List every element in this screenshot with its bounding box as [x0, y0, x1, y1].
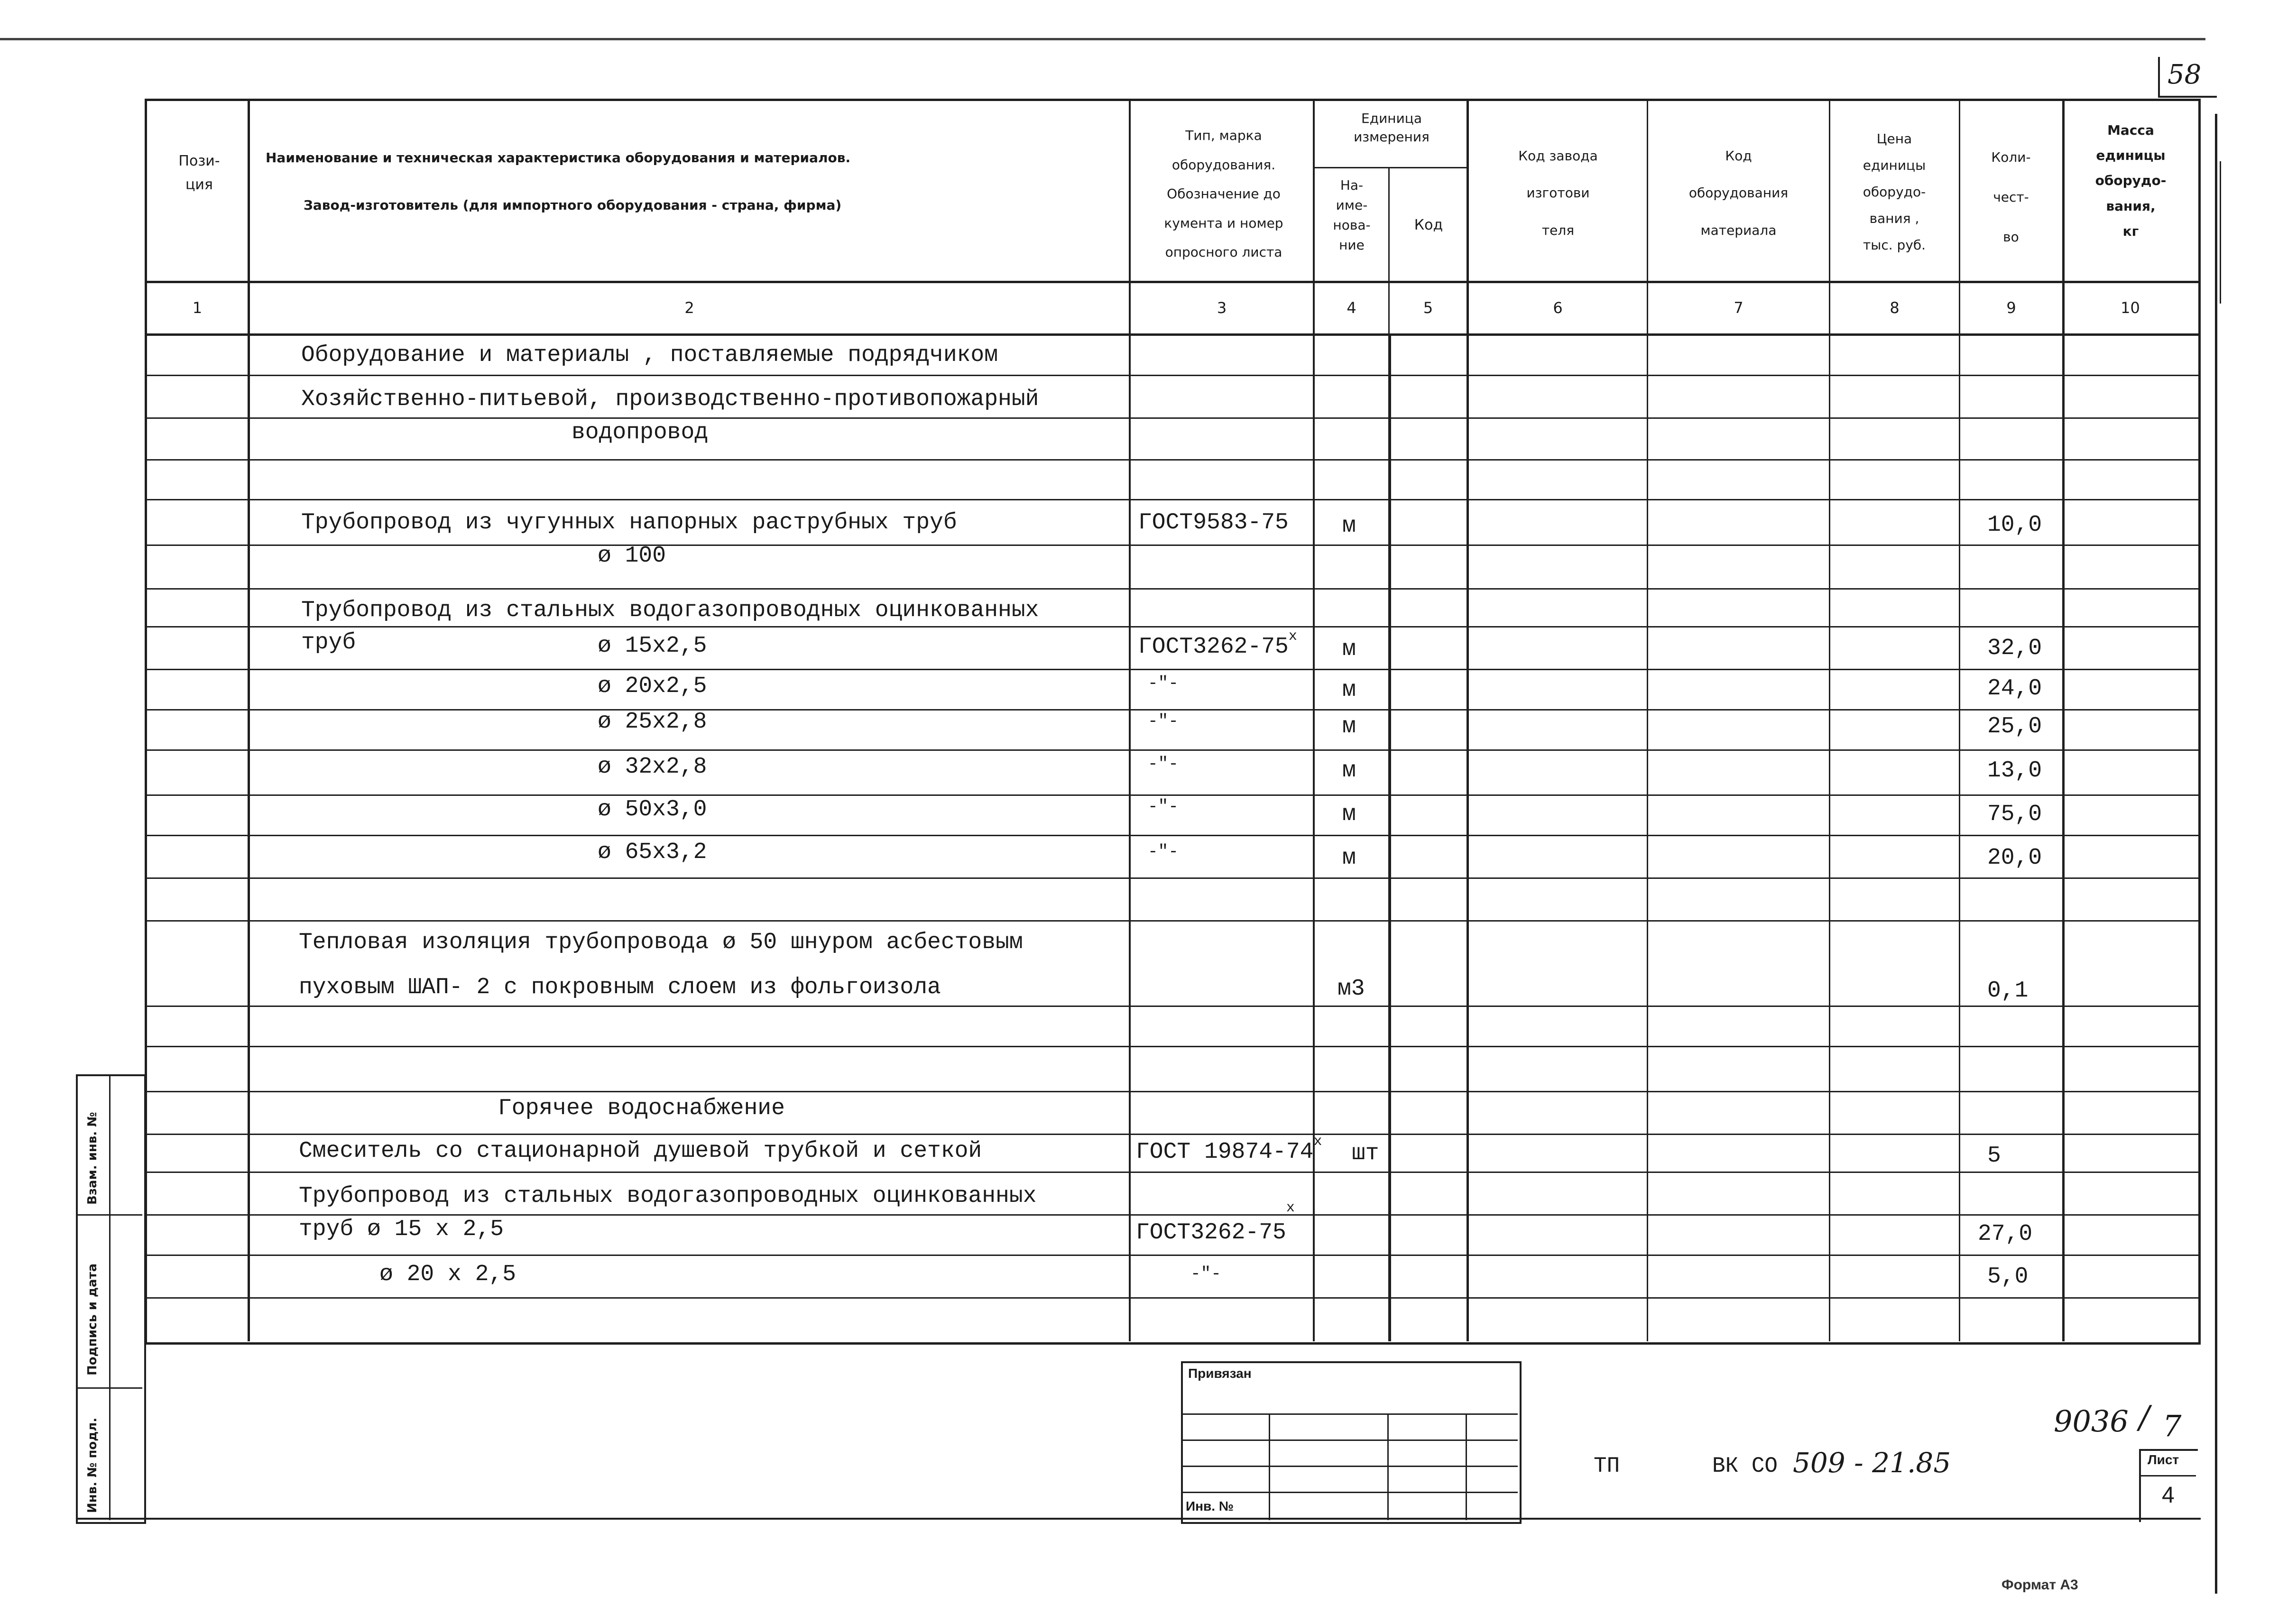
row-qty: 0,1	[1987, 978, 2029, 1004]
header-col-position: Пози- ция	[178, 153, 220, 193]
side-stamp-inv-podl: Инв. № подл.	[85, 1417, 100, 1513]
row-size: ø 20х2,5	[598, 674, 707, 699]
header-col-unit-name: На- име- нова- ние	[1333, 177, 1371, 253]
side-stamp-vzam: Взам. инв. №	[85, 1112, 100, 1205]
document-slash: /	[2139, 1399, 2150, 1436]
row-unit: м	[1342, 758, 1356, 784]
inv-number-label: Инв. №	[1186, 1499, 1234, 1513]
row-unit: м	[1342, 802, 1356, 827]
row-doc: -"-	[1148, 674, 1179, 693]
row-qty: 32,0	[1987, 636, 2042, 661]
row-name-line: водопровод	[572, 420, 709, 445]
row-name-line: пуховым ШАП- 2 с покровным слоем из фольгоизола	[299, 975, 941, 1000]
header-col-unit-group: Единица измерения	[1354, 111, 1430, 145]
row-name-line: труб ø 15 х 2,5	[299, 1217, 504, 1242]
tp-label: ТП	[1594, 1454, 1620, 1478]
col-number-4: 4	[1347, 299, 1356, 317]
row-doc: ГОСТ 19874-74$^x$	[1136, 1134, 1322, 1165]
row-doc: -"-	[1148, 842, 1179, 861]
list-number: 4	[2162, 1483, 2175, 1508]
row-doc: ГОСТ3262-75$^x$	[1138, 628, 1297, 660]
row-doc: -"-	[1148, 711, 1179, 731]
right-page-rule-2	[2220, 161, 2221, 304]
col-number-6: 6	[1553, 299, 1563, 317]
row-size: ø 32х2,8	[598, 754, 707, 780]
row-unit: шт	[1352, 1141, 1379, 1166]
row-doc: -"-	[1148, 797, 1179, 816]
row-doc: ГОСТ9583-75	[1138, 510, 1289, 535]
row-name-line: Трубопровод из стальных водогазопроводных оцинкованных	[301, 598, 1039, 623]
header-col-equipment-code: Код оборудования материала	[1688, 148, 1789, 238]
right-page-rule	[2215, 114, 2217, 1594]
header-col-type: Тип, марка оборудования. Обозначение до кумента и номер опросного листа	[1164, 128, 1283, 260]
row-qty: 24,0	[1987, 676, 2042, 701]
top-rule	[0, 38, 2205, 40]
project-code: 509 - 21.85	[1793, 1447, 1951, 1479]
row-qty: 20,0	[1987, 845, 2042, 871]
row-unit: м3	[1337, 976, 1365, 1002]
row-name-line: Смеситель со стационарной душевой трубкой и сеткой	[299, 1138, 982, 1164]
col-number-5: 5	[1423, 299, 1433, 317]
row-section-title: Горячее водоснабжение	[498, 1096, 785, 1121]
row-doc: ГОСТ3262-75$^x$	[1136, 1200, 1295, 1246]
row-qty: 10,0	[1987, 512, 2042, 538]
row-size: ø 100	[598, 543, 666, 569]
col-number-1: 1	[192, 299, 203, 317]
row-qty: 25,0	[1987, 714, 2042, 739]
row-unit: м	[1342, 845, 1356, 871]
sheet-number: 58	[2168, 59, 2202, 90]
bottom-rule	[76, 1518, 2201, 1520]
row-name-line: Трубопровод из чугунных напорных раструбных труб	[301, 510, 957, 535]
list-label: Лист	[2148, 1452, 2179, 1467]
col-number-10: 10	[2121, 299, 2140, 317]
col-number-8: 8	[1890, 299, 1900, 317]
row-qty: 75,0	[1987, 802, 2042, 827]
row-name-line: Трубопровод из стальных водогазопроводных оцинкованных	[299, 1183, 1037, 1209]
document-slash-number: 7	[2163, 1409, 2182, 1443]
header-col-mass: Масса единицы оборудо- вания, кг	[2095, 122, 2167, 239]
row-unit: м	[1342, 677, 1356, 703]
col-number-7: 7	[1734, 299, 1743, 317]
row-unit: м	[1342, 637, 1356, 662]
row-unit: м	[1342, 513, 1356, 539]
col-number-9: 9	[2006, 299, 2016, 317]
header-col-name-line1: Наименование и техническая характеристика оборудования и материалов.	[266, 150, 851, 166]
row-name-line: Тепловая изоляция трубопровода ø 50 шнуром асбестовым	[299, 930, 1023, 955]
row-unit: м	[1342, 714, 1356, 739]
row-size: ø 65х3,2	[598, 840, 707, 865]
row-name-line: Хозяйственно-питьевой, производственно-противопожарный	[301, 387, 1039, 412]
header-col-unit-code: Код	[1414, 217, 1443, 233]
col-number-2: 2	[684, 299, 694, 317]
binding-label: Привязан	[1188, 1366, 1252, 1381]
document-number: 9036	[2054, 1404, 2129, 1439]
row-qty: 13,0	[1987, 758, 2042, 784]
header-col-factory: Код завода изготови теля	[1518, 148, 1598, 238]
side-stamp-podpis: Подпись и дата	[85, 1263, 100, 1375]
row-section-title: Оборудование и материалы , поставляемые подрядчиком	[301, 342, 998, 368]
header-col-quantity: Коли- чест- во	[1991, 149, 2031, 245]
row-size: ø 25х2,8	[598, 709, 707, 735]
row-doc: -"-	[1190, 1264, 1221, 1283]
row-doc: -"-	[1148, 754, 1179, 774]
code-prefix: ВК СО	[1712, 1454, 1778, 1478]
row-name-line: труб	[301, 630, 356, 655]
row-size: ø 15х2,5	[598, 633, 707, 659]
format-label: Формат А3	[2002, 1577, 2078, 1593]
row-qty: 27,0	[1978, 1221, 2033, 1247]
header-col-price: Цена единицы оборудо- вания , тыс. руб.	[1863, 131, 1926, 253]
col-number-3: 3	[1217, 299, 1227, 317]
header-col-name-line2: Завод-изготовитель (для импортного оборудования - страна, фирма)	[304, 197, 842, 213]
row-size: ø 50х3,0	[598, 797, 707, 822]
row-qty: 5,0	[1987, 1264, 2029, 1290]
row-qty: 5	[1987, 1143, 2001, 1169]
row-size: ø 20 х 2,5	[379, 1262, 517, 1287]
